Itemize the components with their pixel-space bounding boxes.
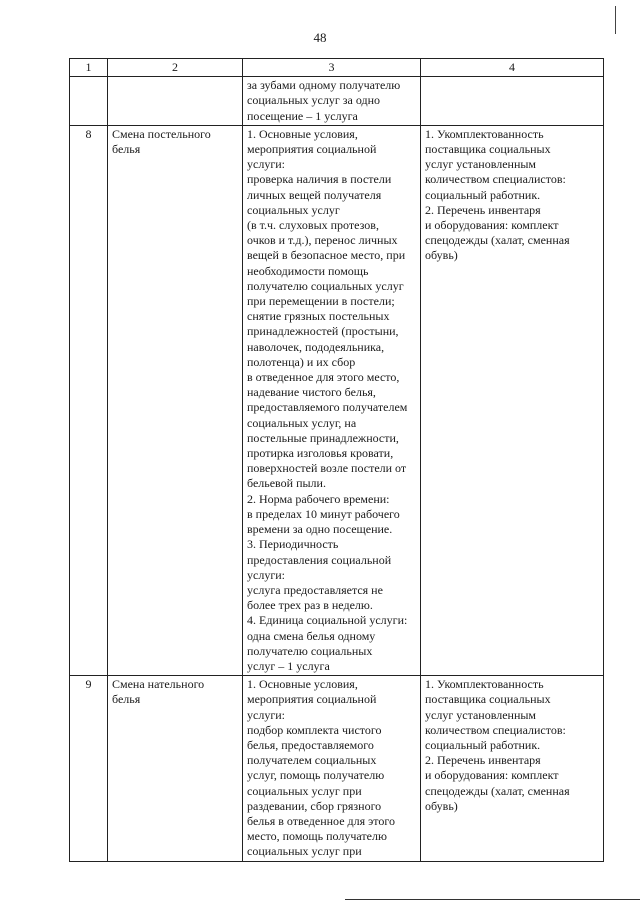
service-conditions-cell (243, 125, 421, 675)
service-name-line: Смена постельного (112, 126, 211, 141)
provider-requirements-line: 1. Укомплектованность (425, 677, 544, 692)
provider-requirements-line: количеством специалистов: (425, 722, 566, 737)
service-conditions-line: услуги: (247, 567, 285, 582)
provider-requirements-line: обувь) (425, 248, 458, 263)
service-name-line: белья (112, 142, 141, 157)
service-conditions-line: постельные принадлежности, (247, 430, 399, 445)
service-name-cell (108, 125, 243, 675)
provider-requirements-line: количеством специалистов: (425, 172, 566, 187)
service-conditions-line: мероприятия социальной (247, 142, 377, 157)
service-conditions-line: получателю социальных услуг (247, 278, 404, 293)
service-conditions-line: снятие грязных постельных (247, 309, 390, 324)
provider-requirements-line: обувь) (425, 798, 458, 813)
page-bottom-rule (345, 899, 640, 900)
service-conditions-line: получателю социальных (247, 643, 373, 658)
column-header-4: 4 (421, 59, 604, 77)
table-row-service-9 (70, 676, 604, 861)
service-conditions-line: социальных услуг при (247, 844, 362, 859)
service-conditions-line: услуга предоставляется не (247, 582, 383, 597)
provider-requirements-line: и оборудования: комплект (425, 768, 559, 783)
service-conditions-line: белья, предоставляемого (247, 737, 374, 752)
service-conditions-line: в пределах 10 минут рабочего (247, 506, 400, 521)
service-conditions-line: 1. Основные условия, (247, 677, 358, 692)
provider-requirements-line: спецодежды (халат, сменная (425, 783, 570, 798)
provider-requirements-line: 2. Перечень инвентаря (425, 202, 541, 217)
service-conditions-line: социальных услуг при (247, 783, 362, 798)
provider-requirements-line: социальный работник. (425, 187, 541, 202)
provider-requirements-line: 2. Перечень инвентаря (425, 753, 541, 768)
service-conditions-line: очков и т.д.), перенос личных (247, 233, 398, 248)
column-header-3: 3 (243, 59, 421, 77)
service-name-cell (108, 77, 243, 126)
provider-requirements-line: социальный работник. (425, 737, 541, 752)
service-conditions-line: предоставления социальной (247, 552, 392, 567)
column-header-row (70, 59, 604, 77)
service-conditions-line: раздевании, сбор грязного (247, 798, 382, 813)
service-conditions-line: 4. Единица социальной услуги: (247, 613, 408, 628)
provider-requirements-line: 1. Укомплектованность (425, 126, 544, 141)
service-conditions-line: принадлежностей (простыни, (247, 324, 399, 339)
service-conditions-line: предоставляемого получателем (247, 400, 408, 415)
service-conditions-line: белья в отведенное для этого (247, 813, 395, 828)
service-conditions-line: 2. Норма рабочего времени: (247, 491, 390, 506)
service-conditions-line: проверка наличия в постели (247, 172, 392, 187)
provider-requirements-line: услуг установленным (425, 707, 537, 722)
service-conditions-line: личных вещей получателя (247, 187, 382, 202)
service-conditions-line: 1. Основные условия, (247, 126, 358, 141)
service-conditions-line: бельевой пыли. (247, 476, 326, 491)
column-header-2: 2 (108, 59, 243, 77)
provider-requirements-line: услуг установленным (425, 157, 537, 172)
row-number: 8 (70, 125, 108, 675)
provider-requirements-cell (421, 125, 604, 675)
service-conditions-line: времени за одно посещение. (247, 522, 393, 537)
service-conditions-line: 3. Периодичность (247, 537, 339, 552)
service-conditions-line: мероприятия социальной (247, 692, 377, 707)
service-conditions-line: при перемещении в постели; (247, 294, 395, 309)
table-row-service-8 (70, 125, 604, 675)
service-name-line: Смена нательного (112, 677, 205, 692)
service-conditions-line: услуг, помощь получателю (247, 768, 385, 783)
service-conditions-line: подбор комплекта чистого (247, 722, 382, 737)
service-conditions-line: услуг – 1 услуга (247, 658, 330, 673)
provider-requirements-cell (421, 676, 604, 861)
service-conditions-line: (в т.ч. слуховых протезов, (247, 218, 379, 233)
service-conditions-line: вещей в безопасное место, при (247, 248, 406, 263)
service-conditions-line: получателем социальных (247, 753, 377, 768)
provider-requirements-line: и оборудования: комплект (425, 218, 559, 233)
provider-requirements-line: спецодежды (халат, сменная (425, 233, 570, 248)
service-conditions-line: место, помощь получателю (247, 829, 387, 844)
service-conditions-line: необходимости помощь (247, 263, 369, 278)
service-conditions-line: социальных услуг за одно (247, 93, 381, 108)
provider-requirements-cell (421, 77, 604, 126)
service-conditions-line: наволочек, пододеяльника, (247, 339, 385, 354)
service-conditions-line: социальных услуг (247, 202, 340, 217)
provider-requirements-line: поставщика социальных (425, 142, 551, 157)
service-conditions-line: услуги: (247, 157, 285, 172)
service-name-cell (108, 676, 243, 861)
service-conditions-cell (243, 77, 421, 126)
service-name-line: белья (112, 692, 141, 707)
service-conditions-line: надевание чистого белья, (247, 385, 376, 400)
service-conditions-cell (243, 676, 421, 861)
service-conditions-line: более трех раз в неделю. (247, 598, 373, 613)
row-number (70, 77, 108, 126)
service-conditions-line: за зубами одному получателю (247, 78, 401, 93)
service-conditions-line: полотенца) и их сбор (247, 354, 356, 369)
service-conditions-line: в отведенное для этого место, (247, 370, 400, 385)
row-number: 9 (70, 676, 108, 861)
service-conditions-line: услуги: (247, 707, 285, 722)
table-row-continuation (70, 77, 604, 126)
page-number: 48 (313, 30, 327, 45)
service-conditions-line: протирка изголовья кровати, (247, 446, 394, 461)
service-conditions-line: поверхностей возле постели от (247, 461, 407, 476)
services-table (69, 58, 604, 862)
service-conditions-line: социальных услуг, на (247, 415, 357, 430)
service-conditions-line: посещение – 1 услуга (247, 108, 358, 123)
column-header-1: 1 (70, 59, 108, 77)
service-conditions-line: одна смена белья одному (247, 628, 376, 643)
provider-requirements-line: поставщика социальных (425, 692, 551, 707)
